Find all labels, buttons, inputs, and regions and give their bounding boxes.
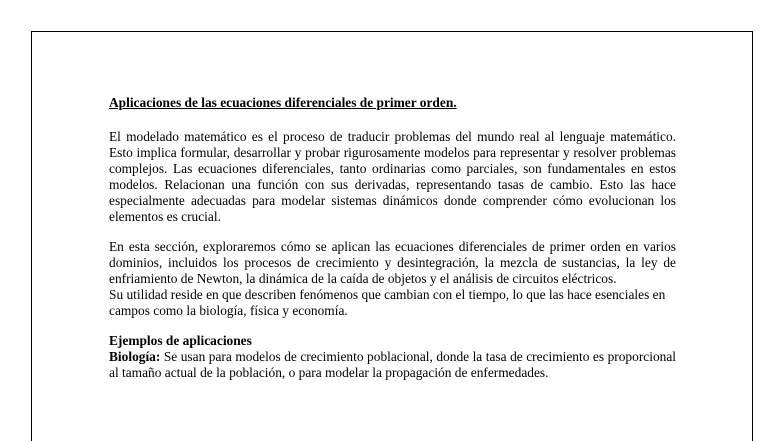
intro-paragraph: El modelado matemático es el proceso de traducir problemas del mundo real al lenguaje matemático. Esto implica formular, desarrollar y probar rigurosamente modelos para representar y resolver problemas complejos. Las ecuaciones diferenciales, tanto ordinarias como parciales, son fundamentales en estos modelos. Relacionan una función con sus derivadas, representando tasas de cambio. Esto las hace especialmente adecuadas para modelar sistemas dinámicos donde comprender cómo evolucionan los elementos es crucial. [109,129,676,224]
section-paragraph: En esta sección, exploraremos cómo se aplican las ecuaciones diferenciales de primer orden en varios dominios, incluidos los procesos de crecimiento y desintegración, la mezcla de sustancias, la ley de enfriamiento de Newton, la dinámica de la caída de objetos y el análisis de circuitos eléctricos. [109,239,676,286]
document-page [31,31,753,441]
utility-paragraph: Su utilidad reside en que describen fenómenos que cambian con el tiempo, lo que las hace esenciales en campos como la biología, física y economía. [109,287,666,318]
document-title: Aplicaciones de las ecuaciones diferenciales de primer orden. [109,95,457,110]
paragraph-spacer [109,225,676,239]
biology-text: Se usan para modelos de crecimiento poblacional, donde la tasa de crecimiento es proporcional al tamaño actual de la población, o para modelar la propagación de enfermedades. [109,349,676,380]
biology-example [109,349,676,381]
document-body [109,95,676,381]
paragraph-spacer [109,319,676,333]
biology-term: Biología: [109,349,161,364]
examples-heading: Ejemplos de aplicaciones [109,333,252,348]
